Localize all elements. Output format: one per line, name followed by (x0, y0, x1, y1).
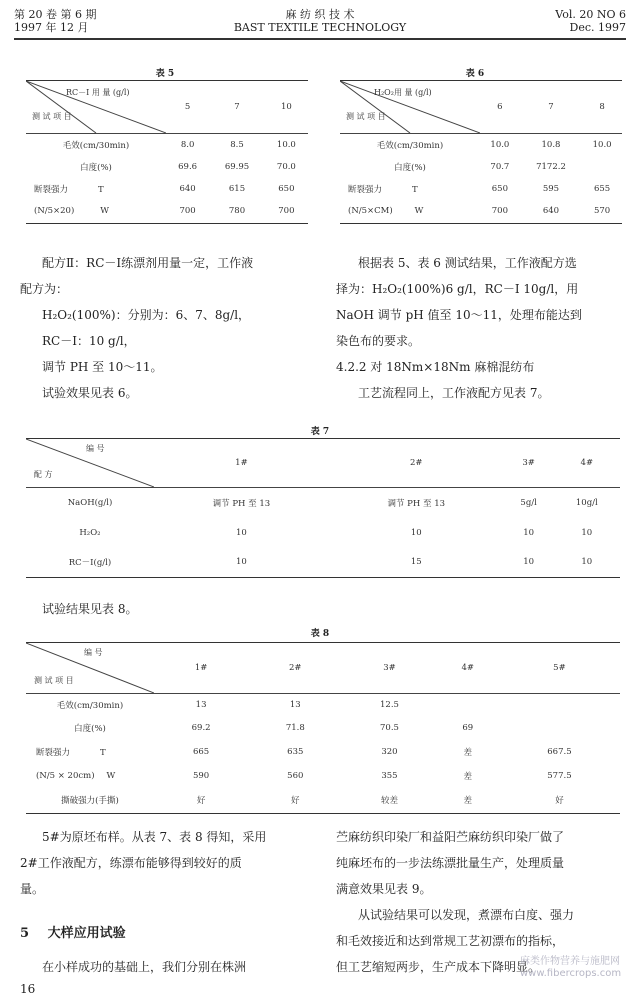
row-sub: T (98, 184, 104, 195)
row-label: 白度(%) (394, 162, 426, 173)
row-label-text: 断裂强力 (348, 184, 383, 195)
row-label: 毛效(cm/30min) (56, 700, 124, 711)
cell: 69.6 (178, 161, 198, 172)
journal-issue (14, 8, 96, 34)
cell: 10g/l (575, 497, 598, 508)
row-label: RC－Ⅰ(g/l) (68, 558, 112, 569)
text-line: 配方为： (20, 282, 69, 296)
results-intro (42, 596, 137, 622)
table7-caption: 表 7 (310, 427, 330, 437)
cell: 650 (278, 183, 295, 194)
text-line: 工艺流程同上，工作液配方见表 7。 (358, 386, 550, 400)
table8-diag-header (26, 643, 154, 694)
cell: 650 (491, 183, 508, 194)
cell: 635 (287, 746, 304, 757)
cell: 调节 PH 至 13 (387, 498, 446, 509)
row-label: 撕破强力(手撕) (61, 796, 119, 807)
cell: 10 (581, 527, 593, 538)
cell: 595 (542, 183, 560, 194)
cell: 700 (491, 206, 508, 217)
cell: 差 (463, 771, 472, 782)
cell: 10 (523, 527, 535, 538)
cell: 70.7 (490, 161, 510, 172)
table-row (26, 178, 308, 200)
text-line: RC－Ⅰ：10 g/l， (42, 334, 136, 348)
text-line: 从试验结果可以发现，煮漂布白度、强力 (358, 908, 575, 922)
table7-diag-header (26, 439, 154, 488)
table6-caption: 表 6 (465, 69, 485, 79)
cell: 好 (555, 796, 564, 807)
table-row (26, 518, 620, 548)
table-row (26, 694, 620, 716)
table5-diag-bottom: 测 试 项 目 (32, 112, 72, 121)
cell: 5g/l (520, 497, 537, 508)
cell: 10.0 (276, 139, 296, 150)
cell: 10 (236, 557, 247, 568)
cell: 15 (410, 557, 422, 568)
section-heading (20, 922, 126, 941)
table5-col: 5 (184, 102, 191, 112)
table6 (340, 80, 622, 224)
text-line: 和毛效接近和达到常规工艺初漂布的指标， (336, 934, 565, 948)
paragraph-result-right (336, 250, 582, 406)
cell: 调节 PH 至 13 (212, 498, 271, 509)
row-label: 毛效(cm/30min) (62, 140, 130, 151)
cell: 较差 (380, 796, 398, 807)
table5-caption: 表 5 (155, 69, 175, 79)
table-row (26, 200, 308, 224)
section-number: 5 (20, 926, 30, 941)
cell: 700 (179, 206, 196, 217)
cell: 355 (381, 770, 398, 781)
table6-col: 6 (497, 102, 503, 112)
text-line: 试验效果见表 6。 (42, 386, 138, 400)
text-line: 2#工作液配方，练漂布能够得到较好的质 (20, 856, 242, 870)
table-row (26, 740, 620, 764)
table6-col: 7 (548, 102, 554, 112)
table5-col: 10 (280, 102, 292, 112)
table6-diag-header (340, 81, 480, 134)
cell: 69 (462, 722, 474, 733)
table6-diag-bottom: 测 试 项 目 (346, 112, 386, 121)
text-line: 在小样成功的基础上，我们分别在株洲 (42, 960, 247, 974)
table-row (340, 200, 622, 224)
paragraph-formula-left (20, 250, 254, 406)
cell: 320 (381, 746, 398, 757)
journal-title-cn: 麻 纺 织 技 术 (285, 8, 355, 21)
cell: 590 (192, 770, 210, 781)
table7-col: 2# (410, 458, 423, 468)
text-line: 择为：H₂O₂(100%)6 g/l，RC－Ⅰ 10g/l，用 (336, 282, 579, 296)
table8-col: 4# (461, 663, 474, 673)
text-line: 配方Ⅱ：RC－Ⅰ练漂剂用量一定，工作液 (42, 256, 254, 270)
cell: 615 (228, 183, 246, 194)
journal-date: 1997 年 12 月 (14, 21, 89, 34)
row-label: H₂O₂ (79, 527, 101, 538)
table-row (26, 788, 620, 814)
cell: 7172.2 (536, 161, 566, 172)
table8-col: 3# (383, 663, 396, 673)
table-row (26, 548, 620, 578)
table5-col: 7 (234, 102, 240, 112)
text-line: 染色布的要求。 (336, 334, 421, 348)
cell: 差 (463, 796, 472, 807)
cell: 10 (236, 527, 247, 538)
subsection-heading: 4.2.2 对 18Nm×18Nm 麻棉混纺布 (336, 360, 535, 374)
cell: 70.0 (276, 161, 296, 172)
cell: 700 (278, 206, 295, 217)
section-title: 大样应用试验 (47, 926, 126, 941)
table-row (340, 178, 622, 200)
row-label-text: (N/5×20) (34, 206, 75, 217)
paragraph-section5 (42, 954, 246, 980)
table7-col: 1# (235, 458, 248, 468)
text-line: 根据表 5、表 6 测试结果，工作液配方选 (358, 256, 577, 270)
cell: 10 (581, 557, 593, 568)
page-number: 16 (20, 982, 36, 996)
header-rule (14, 38, 626, 40)
table-row (26, 764, 620, 788)
row-sub: W (106, 770, 116, 781)
cell: 570 (593, 206, 611, 217)
cell: 8.5 (230, 139, 244, 150)
text-line: NaOH 调节 pH 值至 10～11，处理布能达到 (336, 308, 582, 322)
row-label (26, 740, 154, 764)
row-label-text: 断裂强力 (36, 747, 71, 758)
table5 (26, 80, 308, 224)
cell: 560 (287, 770, 304, 781)
table5-diag-top: RC－Ⅰ 用 量 (g/l) (66, 88, 130, 97)
row-label: 毛效(cm/30min) (376, 140, 444, 151)
cell: 667.5 (547, 746, 572, 757)
cell: 12.5 (380, 699, 399, 710)
table8-caption: 表 8 (310, 629, 330, 639)
cell (499, 694, 620, 716)
cell: 70.5 (380, 722, 399, 733)
cell: 10 (523, 557, 535, 568)
cell: 69.2 (191, 722, 211, 733)
table-row (26, 134, 308, 156)
journal-title-en: BAST TEXTILE TECHNOLOGY (233, 21, 407, 34)
cell: 71.8 (285, 722, 305, 733)
table-row (340, 134, 622, 156)
cell: 13 (289, 699, 301, 710)
cell: 640 (179, 183, 196, 194)
row-sub: W (100, 206, 110, 217)
cell (437, 694, 499, 716)
text-line: 5#为原坯布样。从表 7、表 8 得知，采用 (42, 830, 267, 844)
table5-diag-header (26, 81, 166, 134)
text-line: 纯麻坯布的一步法练漂批量生产，处理质量 (336, 856, 565, 870)
row-label (26, 200, 166, 224)
watermark-url: www.fibercrops.com (520, 968, 622, 979)
paragraph-conclusion-left (20, 824, 266, 902)
table-row (340, 156, 622, 178)
table7-col: 4# (580, 458, 594, 468)
text-line: 苎麻纺织印染厂和益阳苎麻纺织印染厂做了 (336, 830, 565, 844)
row-label: NaOH(g/l) (67, 497, 113, 508)
watermark-text: 麻类作物营养与施肥网 (520, 956, 620, 967)
row-label: 白度(%) (80, 162, 112, 173)
cell: 10.8 (541, 139, 561, 150)
cell: 69.95 (224, 161, 250, 172)
row-label-text: (N/5 × 20cm) (36, 770, 95, 781)
table8 (26, 642, 620, 814)
cell: 780 (228, 206, 246, 217)
cell: 差 (463, 747, 472, 758)
table8-col: 2# (289, 663, 302, 673)
cell (582, 156, 622, 178)
cell: 13 (195, 699, 207, 710)
table-row (26, 156, 308, 178)
table7-col: 3# (522, 458, 535, 468)
text-line: H₂O₂(100%)：分别为：6、7、8g/l， (42, 308, 251, 322)
table-row (26, 488, 620, 518)
text-line: 量。 (20, 882, 45, 896)
table8-diag-bottom: 测 试 项 目 (34, 676, 74, 685)
cell: 好 (196, 796, 206, 807)
text-line: 试验结果见表 8。 (42, 602, 138, 616)
table7 (26, 438, 620, 578)
journal-title (220, 8, 420, 34)
row-label (26, 764, 154, 788)
text-line: 但工艺缩短两步，生产成本下降明显。 (336, 960, 541, 974)
row-label: 白度(%) (74, 723, 106, 734)
cell: 10.0 (592, 139, 612, 150)
row-label (340, 178, 480, 200)
table7-diag-bottom: 配 方 (34, 470, 53, 479)
table-row (26, 716, 620, 740)
table8-diag-top: 编 号 (84, 648, 103, 657)
row-label (340, 200, 480, 224)
table6-diag-top: H₂O₂用 量 (g/l) (374, 88, 432, 97)
journal-date-en: Dec. 1997 (569, 21, 626, 34)
cell (499, 716, 620, 740)
row-label-text: 断裂强力 (34, 184, 69, 195)
cell: 8.0 (180, 139, 195, 150)
cell: 640 (542, 206, 560, 217)
cell: 10.0 (490, 139, 510, 150)
journal-vol-en (555, 8, 626, 34)
text-line: 满意效果见表 9。 (336, 882, 432, 896)
cell: 577.5 (547, 770, 572, 781)
cell: 655 (593, 183, 611, 194)
row-sub: T (412, 184, 418, 195)
cell: 665 (192, 746, 210, 757)
table6-col: 8 (599, 102, 605, 112)
table8-col: 5# (553, 663, 566, 673)
row-sub: T (100, 747, 106, 758)
table7-diag-top: 编 号 (86, 444, 105, 453)
row-label-text: (N/5×CM) (348, 206, 393, 217)
journal-vol: Vol. 20 NO 6 (555, 8, 626, 21)
text-line: 调节 PH 至 10～11。 (42, 360, 163, 374)
journal-volume: 第 20 卷 第 6 期 (14, 8, 97, 21)
cell: 10 (410, 527, 422, 538)
row-sub: W (414, 206, 424, 217)
row-label (26, 178, 166, 200)
table8-col: 1# (194, 663, 208, 673)
cell: 好 (291, 796, 300, 807)
